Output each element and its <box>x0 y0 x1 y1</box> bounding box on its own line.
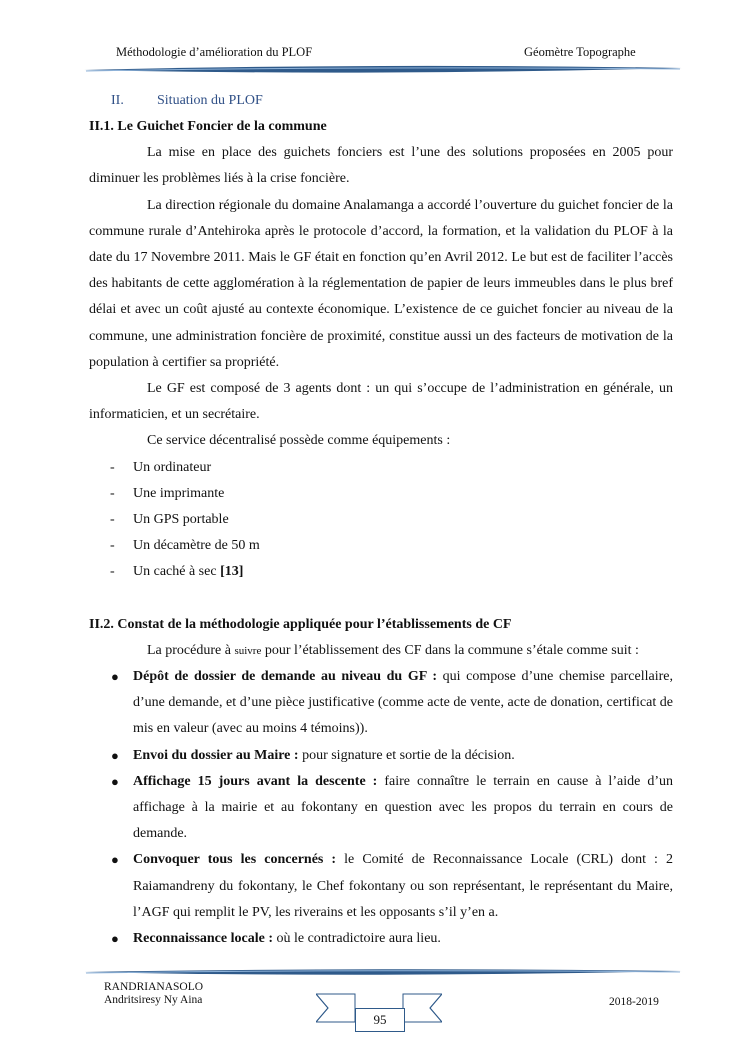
list-item: - Une imprimante <box>89 481 673 507</box>
author-surname: RANDRIANASOLO <box>104 981 204 993</box>
section-number: II. <box>111 93 124 108</box>
bullet-icon: ● <box>111 852 119 868</box>
list-item: ● Reconnaissance locale : où le contradictoire aura lieu. <box>89 926 673 952</box>
paragraph: Ce service décentralisé possède comme équipements : <box>147 433 451 449</box>
list-item: - Un caché à sec [13] <box>89 559 673 585</box>
section-title: Situation du PLOF <box>157 93 263 108</box>
bullet-icon: ● <box>111 931 119 947</box>
section-heading <box>111 88 673 114</box>
page-header <box>0 0 745 78</box>
bullet-icon: ● <box>111 669 119 685</box>
header-profession: Géomètre Topographe <box>524 45 636 59</box>
list-item: ● Envoi du dossier au Maire : pour signature et sortie de la décision. <box>89 743 673 769</box>
dash-marker: - <box>110 538 115 554</box>
bullet-icon: ● <box>111 747 119 763</box>
subsection-heading-1: II.1. Le Guichet Foncier de la commune <box>89 119 327 134</box>
header-rule <box>0 62 745 78</box>
header-document-title: Méthodologie d’amélioration du PLOF <box>116 45 313 59</box>
footer-author <box>104 981 203 1007</box>
footer-academic-year: 2018-2019 <box>609 996 659 1008</box>
list-item: - Un GPS portable <box>89 507 673 533</box>
subsection-heading-2: II.2. Constat de la méthodologie appliquée pour l’établissements de CF <box>89 616 512 632</box>
list-item: ● Dépôt de dossier de demande au niveau du GF : qui compose d’une chemise parcellaire, d’une demande, et d’une pièce justificative (comme acte de vente, acte de donation, certificat de mis en valeur (avec au moins 4 témoins)). <box>89 664 673 743</box>
bullet-icon: ● <box>111 773 119 789</box>
dash-marker: - <box>110 512 115 528</box>
paragraph: Le GF est composé de 3 agents dont : un qui s’occupe de l’administration en générale, un informaticien, et un secrétaire. <box>89 381 673 423</box>
dash-marker: - <box>110 485 115 501</box>
list-item: - Un décamètre de 50 m <box>89 533 673 559</box>
list-item: ● Convoquer tous les concernés : le Comité de Reconnaissance Locale (CRL) dont : 2 Raiamandreny du fokontany, le Chef fokontany ou son représentant, le représentant du Maire, l’AGF qui remplit le PV, les riverains et les opposants s’il y’en a. <box>89 847 673 926</box>
citation: [13] <box>220 564 244 580</box>
paragraph: La mise en place des guichets fonciers est l’une des solutions proposées en 2005 pour diminuer les problèmes liés à la crise foncière. <box>89 145 673 187</box>
page-number: 95 <box>355 1008 405 1032</box>
dash-marker: - <box>110 564 115 580</box>
paragraph: La procédure à suivre pour l’établissement des CF dans la commune s’étale comme suit : <box>147 642 639 658</box>
procedure-list <box>89 664 673 952</box>
footer-rule <box>0 966 745 980</box>
dash-marker: - <box>110 459 115 475</box>
list-item: ● Affichage 15 jours avant la descente : faire connaître le terrain en cause à l’aide d’un affichage à la mairie et au fokontany en question avec les propos du terrain en cours de demande. <box>89 769 673 848</box>
page-content <box>89 88 673 952</box>
paragraph: La direction régionale du domaine Analamanga a accordé l’ouverture du guichet foncier de la commune rurale d’Antehiroka après le protocole d’accord, la formation, et la validation du PLOF à la date du 17 Novembre 2011. Mais le GF était en fonction qu’en Avril 2012. Le but est de faciliter l’accès des habitants de cette agglomération à la réglementation de papier de leurs immeubles dans le plus bref délai et avec un coût ajusté au contexte économique. L’existence de ce guichet foncier au niveau de la commune, une administration foncière de proximité, constitue aussi un des facteurs de motivation de la population à certifier sa propriété. <box>89 197 673 370</box>
equipment-list <box>89 455 673 586</box>
list-item: - Un ordinateur <box>89 455 673 481</box>
author-given-names: Andritsiresy Ny Aina <box>104 994 203 1006</box>
